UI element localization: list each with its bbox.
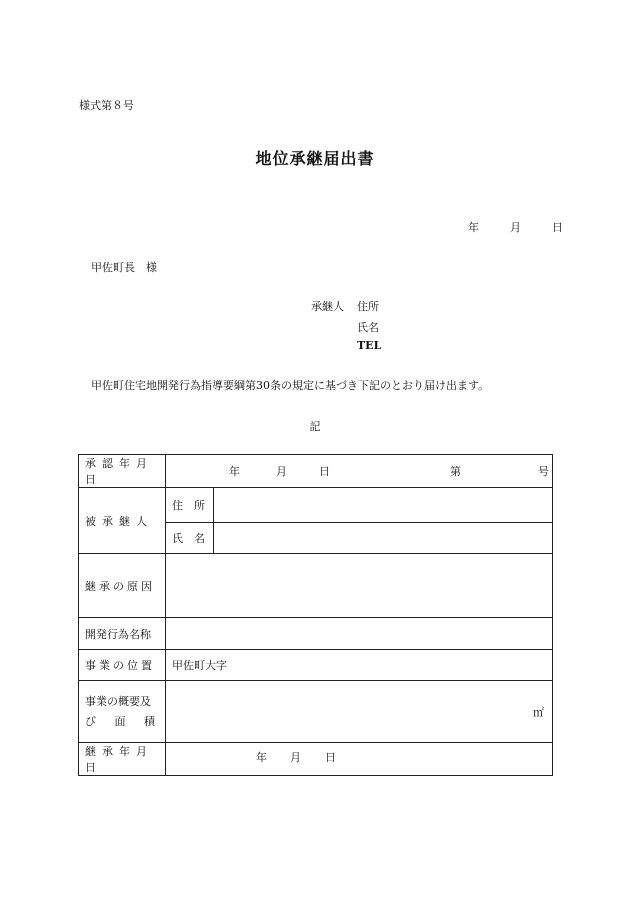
- row-location: [79, 650, 553, 681]
- date-month: 月: [510, 221, 521, 234]
- location-label: 事業の位置: [79, 650, 166, 681]
- form-number: 様式第８号: [79, 99, 134, 112]
- row-dev-name: [79, 618, 553, 650]
- dev-name-field[interactable]: [166, 618, 553, 650]
- approval-dai: 第: [450, 465, 461, 478]
- approval-date-label: 承認年月日: [79, 455, 166, 488]
- predecessor-address-field[interactable]: [214, 488, 553, 523]
- intro-text: 甲佐町住宅地開発行為指導要綱第30条の規定に基づき下記のとおり届け出ます。: [91, 379, 490, 392]
- approval-year: 年: [229, 465, 240, 478]
- overview-label: 事業の概要及 び 面 積: [79, 681, 166, 743]
- succession-month: 月: [290, 751, 301, 764]
- applicant-tel-label: TEL: [357, 339, 382, 352]
- applicant-name-label: 氏名: [357, 321, 379, 334]
- overview-field[interactable]: [166, 681, 553, 743]
- applicant-label: 承継人: [311, 300, 344, 313]
- reason-field[interactable]: [166, 554, 553, 618]
- predecessor-label: 被承継人: [79, 488, 166, 554]
- submission-date: [468, 219, 563, 235]
- applicant-address-label: 住所: [357, 300, 379, 313]
- approval-day: 日: [319, 465, 330, 478]
- ki-heading: 記: [309, 420, 321, 433]
- area-unit: ㎡: [533, 705, 544, 719]
- date-day: 日: [552, 221, 563, 234]
- approval-date-field[interactable]: [166, 455, 553, 488]
- succession-year: 年: [256, 751, 267, 764]
- dev-name-label: 開発行為名称: [79, 618, 166, 650]
- row-overview: [79, 681, 553, 743]
- reason-label: 継承の原因: [79, 554, 166, 618]
- row-predecessor-address: [79, 488, 553, 523]
- row-succession-date: [79, 743, 553, 776]
- date-year: 年: [468, 221, 479, 234]
- form-table: [78, 454, 553, 776]
- succession-day: 日: [325, 751, 336, 764]
- predecessor-name-field[interactable]: [214, 523, 553, 554]
- approval-month: 月: [276, 465, 287, 478]
- succession-date-field[interactable]: [166, 743, 553, 776]
- location-field[interactable]: 甲佐町大字: [166, 650, 553, 681]
- row-approval-date: [79, 455, 553, 488]
- addressee: 甲佐町長 様: [91, 261, 157, 274]
- document-title: 地位承継届出書: [255, 149, 375, 168]
- predecessor-address-label: 住 所: [166, 488, 214, 523]
- predecessor-name-label: 氏 名: [166, 523, 214, 554]
- row-reason: [79, 554, 553, 618]
- approval-go: 号: [538, 465, 549, 478]
- succession-date-label: 継承年月日: [79, 743, 166, 776]
